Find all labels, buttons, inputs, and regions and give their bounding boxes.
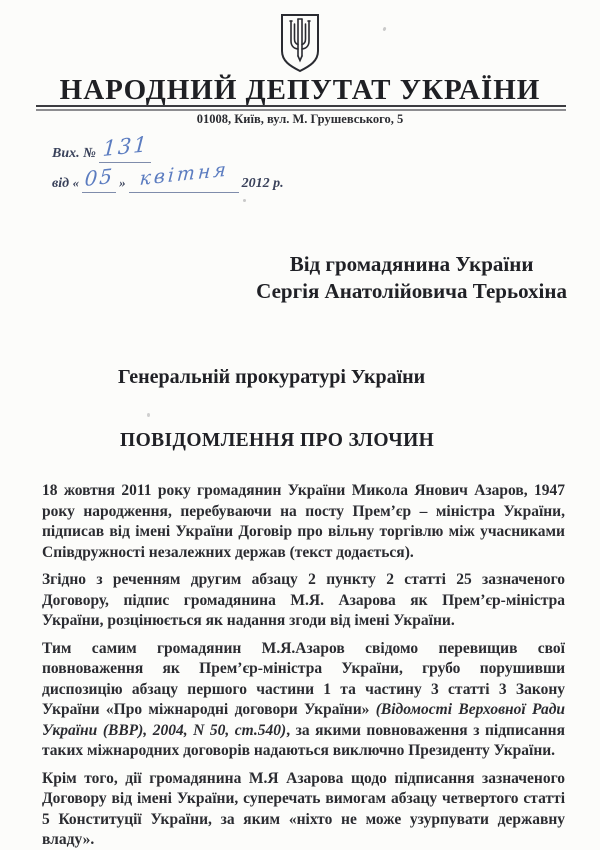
- letterhead-title: НАРОДНИЙ ДЕПУТАТ УКРАЇНИ: [59, 74, 541, 106]
- date-prefix-label: від: [52, 176, 70, 191]
- scan-artifact: [147, 413, 150, 417]
- recipient-heading: Генеральній прокуратурі України: [118, 366, 426, 388]
- date-day-slot: [82, 163, 116, 193]
- outgoing-number-handwritten: 131: [101, 131, 150, 162]
- paragraph-3-text: Тим самим громадянин М.Я.Азаров свідомо перевищив свої повноваження як Прем’єр-міністра України, грубо порушивши диспозицію абзацу першого частини 1 та частину 3 статті 3 Закону України «Про міжнародні договори України»: [42, 639, 565, 718]
- date-month-handwritten: квітня: [138, 158, 230, 191]
- ukraine-trident-icon: [275, 12, 325, 74]
- letterhead-address: 01008, Київ, вул. М. Грушевського, 5: [196, 112, 404, 126]
- scan-artifact: [382, 27, 386, 32]
- body-paragraph-3: [42, 639, 565, 762]
- date-month-slot: [129, 158, 239, 193]
- outgoing-number-slot: [99, 131, 151, 163]
- scan-artifact: [243, 199, 246, 202]
- reference-block: [52, 131, 284, 200]
- outgoing-number-label: Вих. №: [52, 146, 96, 161]
- date-day-handwritten: 05: [84, 163, 116, 192]
- sender-line-1: Від громадянина України: [289, 252, 534, 276]
- body-paragraph-1: 18 жовтня 2011 року громадянин України Микола Янович Азаров, 1947 року народження, перебуваючи на посту Прем’єр – міністра України, підписав від імені України Договір про вільну торгівлю між учасниками Співдружності незалежних держав (текст додається).: [42, 482, 565, 561]
- paragraph-3-continuation: , за якими повноваження з підписання таких міжнародних договорів надаються виключно Президенту України.: [42, 721, 565, 759]
- legal-citation: (Відомості Верховної Ради України (ВВР), 2004, N 50, ст.540): [42, 701, 565, 739]
- date-quote-close: »: [119, 175, 126, 190]
- date-quote-open: «: [72, 175, 80, 190]
- date-row: [52, 158, 284, 200]
- body-paragraph-4: Крім того, дії громадянина М.Я Азарова щодо підписання зазначеного Договору від імені України, суперечать вимогам абзацу четвертого статті 5 Конституції України, за яким «ніхто не може узурпувати державну владу».: [42, 769, 565, 848]
- body-paragraph-2: Згідно з реченням другим абзацу 2 пункту 2 статті 25 зазначеного Договору, підпис громадянина М.Я. Азарова як Прем’єр-міністра України, розцінюється як надання згоди від імені України.: [42, 571, 565, 629]
- sender-line-2: Сергія Анатолійовича Терьохіна: [256, 279, 567, 303]
- date-year-label: 2012 р.: [241, 176, 284, 191]
- letter-body: [42, 481, 565, 850]
- letterhead-divider: [36, 105, 566, 111]
- subject-heading: ПОВІДОМЛЕННЯ ПРО ЗЛОЧИН: [120, 430, 435, 451]
- sender-block: [256, 251, 567, 305]
